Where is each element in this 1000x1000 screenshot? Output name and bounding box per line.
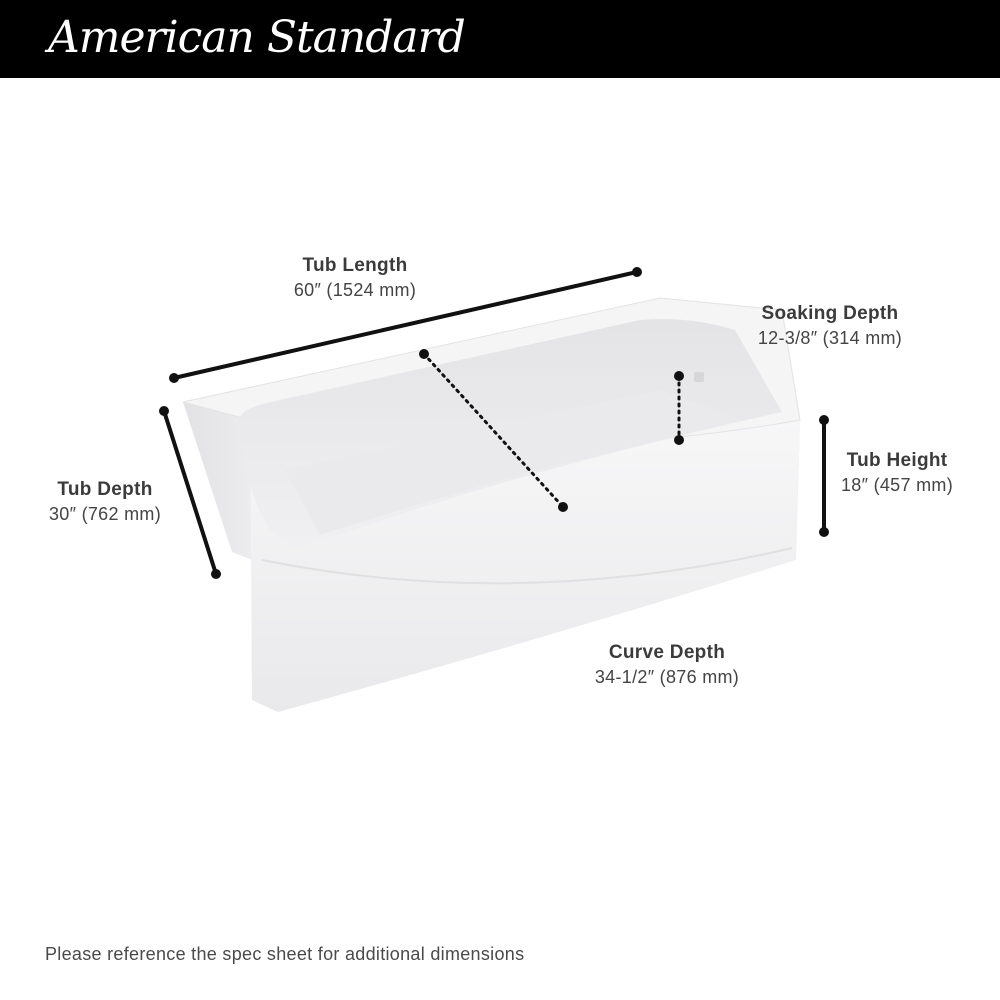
brand-logo: American Standard <box>48 12 465 63</box>
spec-sheet-note: Please reference the spec sheet for additional dimensions <box>45 944 525 964</box>
soaking-depth-label <box>720 303 940 349</box>
tub-height-label <box>812 450 982 496</box>
tub-height-value: 18″ (457 mm) <box>840 475 953 495</box>
tub-depth-title: Tub Depth <box>57 479 153 500</box>
curve-depth-value: 34-1/2″ (876 mm) <box>594 667 740 687</box>
soaking-depth-title: Soaking Depth <box>761 303 899 324</box>
tub-length-title: Tub Length <box>302 255 408 276</box>
tub-length-value: 60″ (1524 mm) <box>293 280 417 300</box>
tub-depth-label <box>15 479 195 525</box>
curve-depth-label <box>567 642 767 688</box>
tub-height-title: Tub Height <box>846 450 948 471</box>
tub-depth-value: 30″ (762 mm) <box>48 504 161 524</box>
curve-depth-title: Curve Depth <box>608 642 726 663</box>
tub-length-label <box>255 255 455 301</box>
soaking-depth-value: 12-3/8″ (314 mm) <box>757 328 903 348</box>
